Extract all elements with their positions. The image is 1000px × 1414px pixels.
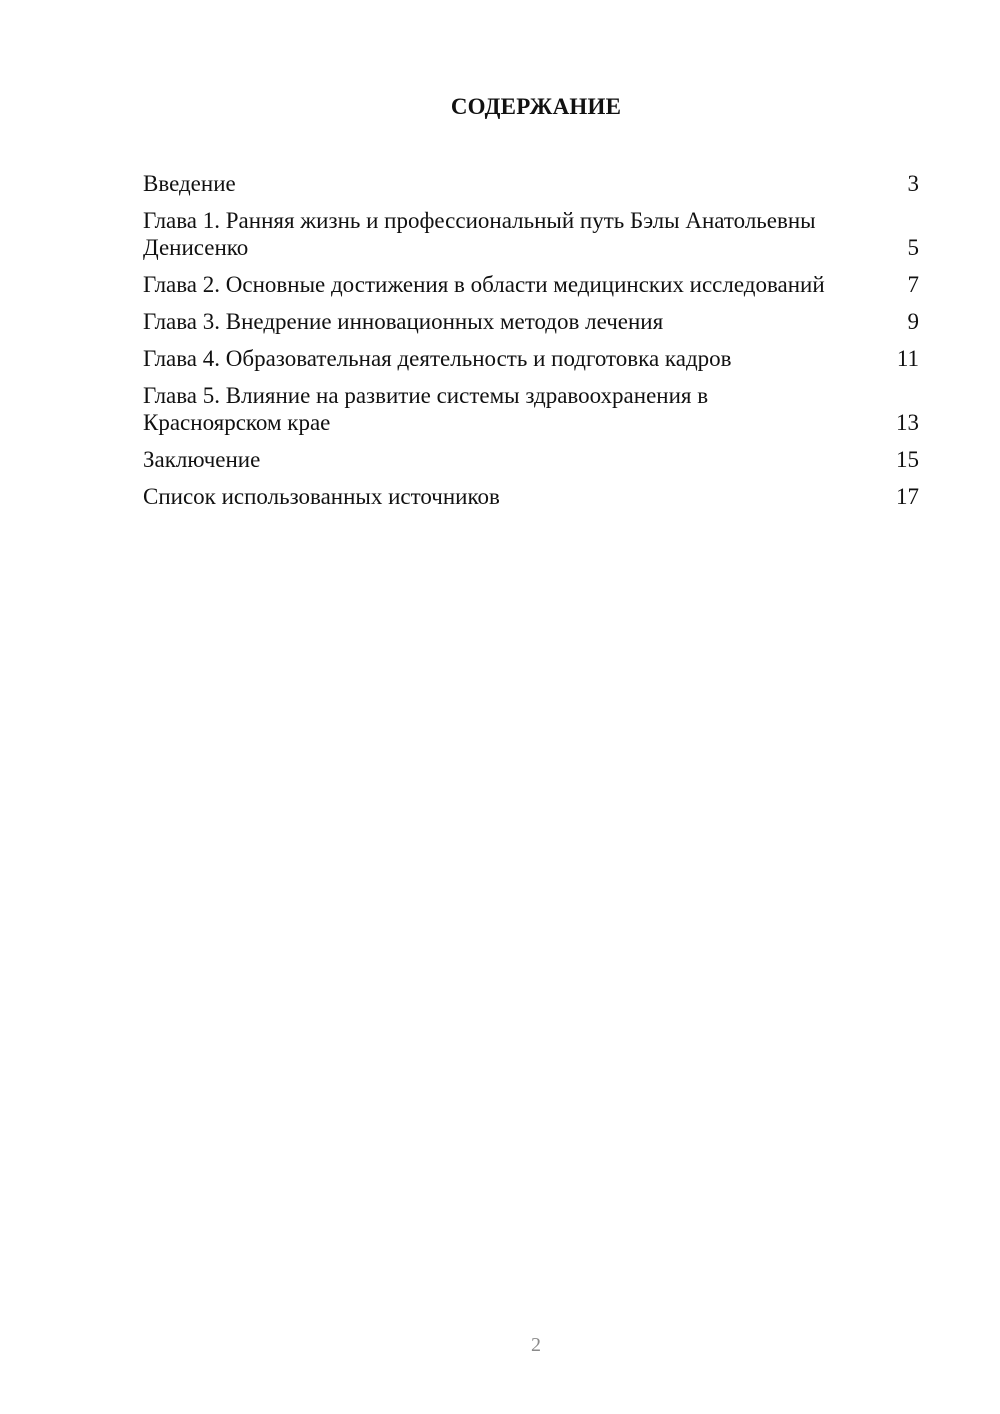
toc-list: [143, 170, 919, 520]
toc-entry-chapter-5: [143, 382, 919, 436]
toc-entry-introduction: [143, 170, 919, 197]
toc-entry-page: 9: [907, 309, 919, 334]
toc-entry-text: Список использованных источников: [143, 484, 500, 509]
toc-entry-page: 15: [896, 447, 919, 472]
toc-entry-references: [143, 483, 919, 510]
toc-entry-text: Заключение: [143, 447, 261, 472]
toc-entry-text: Глава 1. Ранняя жизнь и профессиональный путь Бэлы Анатольевны Денисенко: [143, 208, 816, 260]
toc-entry-text: Введение: [143, 171, 236, 196]
toc-entry-chapter-3: [143, 308, 919, 335]
toc-entry-page: 13: [896, 410, 919, 435]
toc-title: СОДЕРЖАНИЕ: [450, 94, 622, 119]
toc-entry-chapter-4: [143, 345, 919, 372]
toc-entry-chapter-1: [143, 207, 919, 261]
toc-entry-page: 7: [907, 272, 919, 297]
toc-entry-text: Глава 2. Основные достижения в области медицинских исследований: [143, 272, 825, 297]
toc-entry-page: 17: [896, 484, 919, 509]
toc-entry-text: Глава 4. Образовательная деятельность и подготовка кадров: [143, 346, 732, 371]
toc-entry-text: Глава 3. Внедрение инновационных методов лечения: [143, 309, 664, 334]
toc-entry-chapter-2: [143, 271, 919, 298]
toc-entry-page: 5: [907, 235, 919, 260]
toc-entry-page: 11: [896, 346, 919, 371]
page-number: 2: [531, 1334, 541, 1356]
toc-entry-text: Глава 5. Влияние на развитие системы здравоохранения в Красноярском крае: [143, 383, 709, 435]
toc-entry-conclusion: [143, 446, 919, 473]
toc-entry-page: 3: [907, 171, 919, 196]
